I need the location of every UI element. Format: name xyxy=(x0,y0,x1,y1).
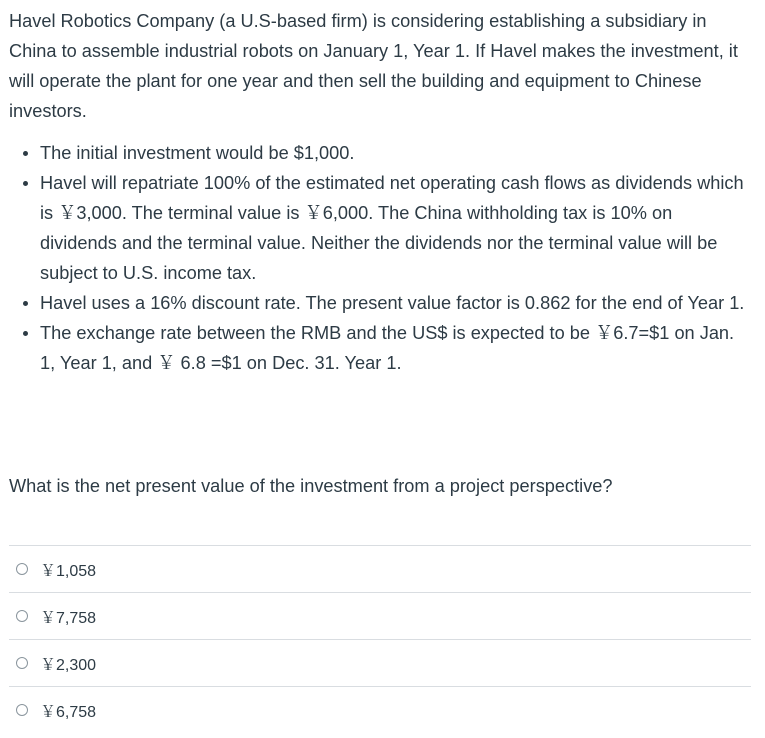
radio-button[interactable] xyxy=(16,704,28,716)
bullet-item: Havel uses a 16% discount rate. The present value factor is 0.862 for the end of Year 1. xyxy=(40,288,754,318)
answer-label: ￥7,758 xyxy=(40,609,97,627)
answer-option[interactable] xyxy=(9,639,751,686)
question-text xyxy=(9,6,754,378)
answer-options xyxy=(9,545,751,733)
question-intro: Havel Robotics Company (a U.S-based firm) is considering establishing a subsidiary in China to assemble industrial robots on January 1, Year 1. If Havel makes the investment, it will operate the plant for one year and then sell the building and equipment to Chinese investors. xyxy=(9,11,738,121)
question-prompt: What is the net present value of the investment from a project perspective? xyxy=(9,476,613,496)
answer-label: ￥6,758 xyxy=(40,703,97,721)
bullet-item: Havel will repatriate 100% of the estimated net operating cash flows as dividends which is ￥3,000. The terminal value is ￥6,000. The China withholding tax is 10% on dividends and the terminal value. Neither the dividends nor the terminal value will be subject to U.S. income tax. xyxy=(40,168,754,288)
radio-button[interactable] xyxy=(16,563,28,575)
answer-option[interactable] xyxy=(9,545,751,592)
answer-label: ￥1,058 xyxy=(40,562,97,580)
answer-option[interactable] xyxy=(9,592,751,639)
radio-button[interactable] xyxy=(16,610,28,622)
answer-option[interactable] xyxy=(9,686,751,733)
answer-label: ￥2,300 xyxy=(40,656,97,674)
bullet-item: The exchange rate between the RMB and the US$ is expected to be ￥6.7=$1 on Jan. 1, Year 1, and ￥ 6.8 =$1 on Dec. 31. Year 1. xyxy=(40,318,754,378)
question-bullet-list xyxy=(9,138,754,378)
bullet-item: The initial investment would be $1,000. xyxy=(40,138,754,168)
radio-button[interactable] xyxy=(16,657,28,669)
